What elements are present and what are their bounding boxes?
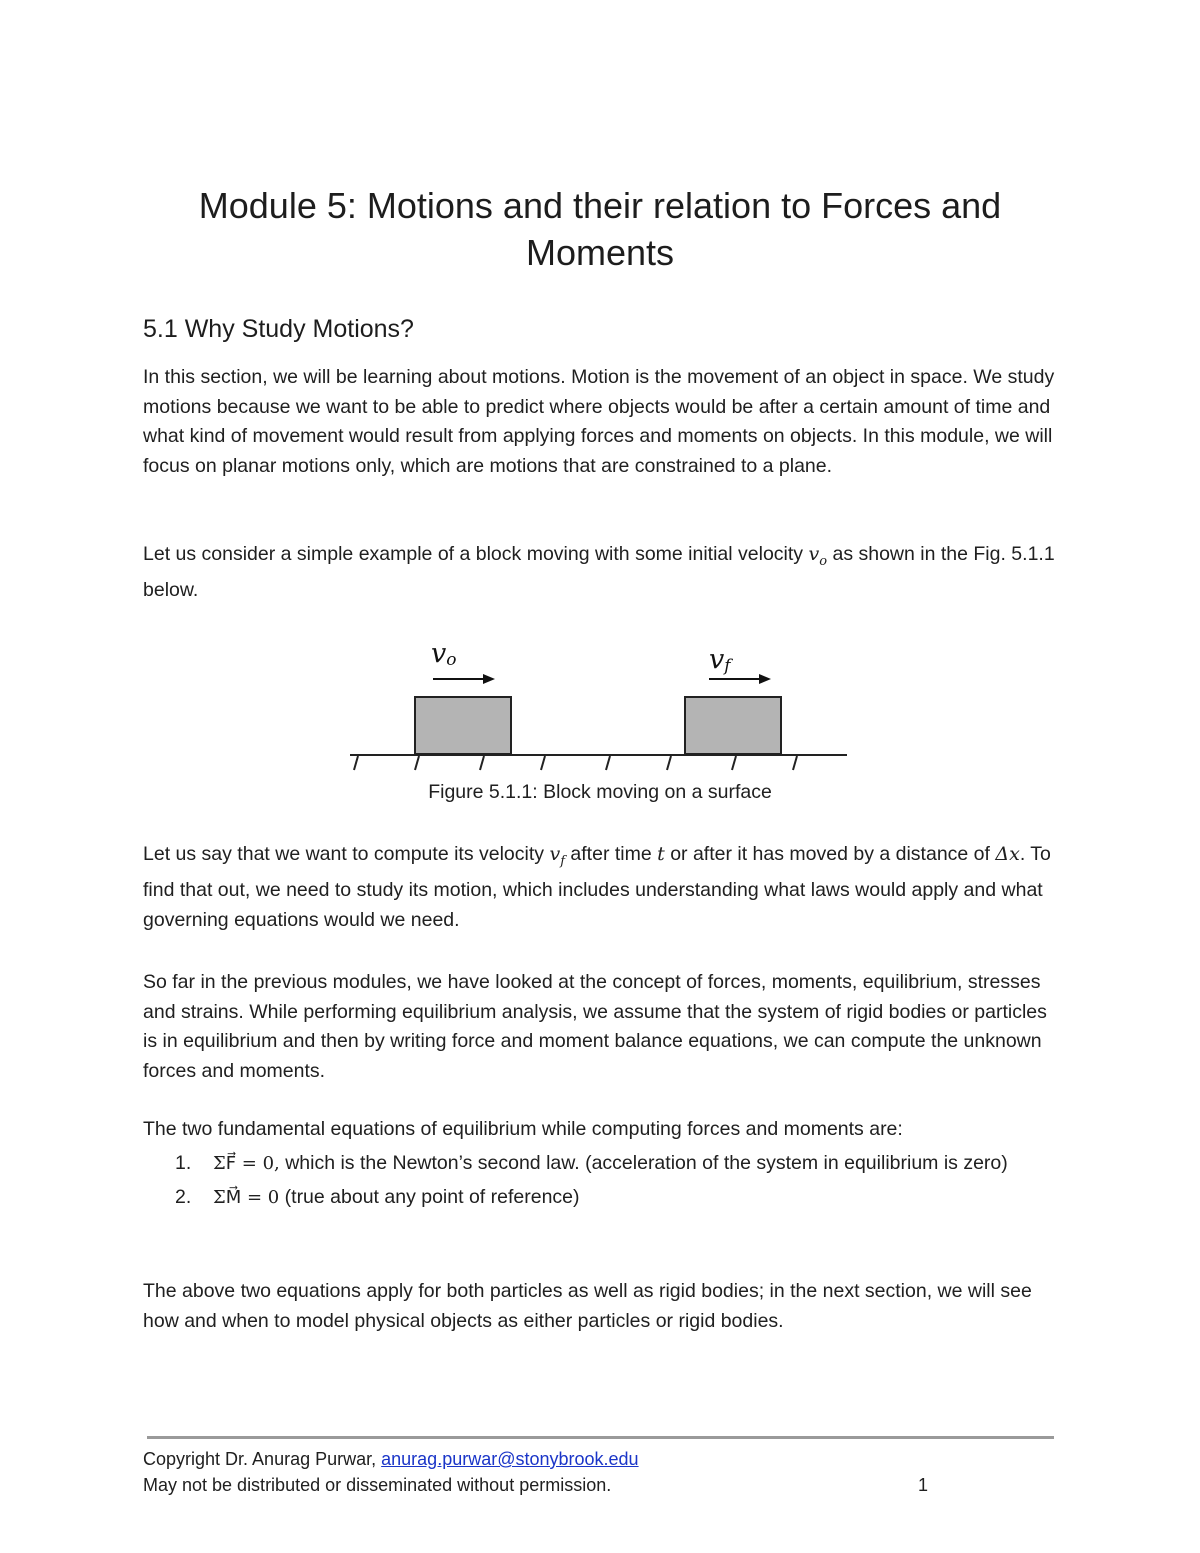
time-symbol: t [657,843,665,865]
section-heading: 5.1 Why Study Motions? [143,315,414,343]
author-email-link[interactable]: anurag.purwar@stonybrook.edu [381,1449,639,1469]
page-number: 1 [918,1475,929,1495]
title-line-1: Module 5: Motions and their relation to Forces and [198,185,1002,226]
footer-divider [147,1436,1054,1439]
figure-caption: Figure 5.1.1: Block moving on a surface [428,781,772,803]
initial-velocity-symbol: $v_o$ [808,543,828,569]
arrow-initial-head [483,674,495,684]
list-item: 1. ΣF⃗ = 0, which is the Newton’s second law. (acceleration of the system in equilibrium is zero) [175,1152,1008,1174]
previous-modules-paragraph: So far in the previous modules, we have looked at the concept of forces, moments, equilibrium, stresses and strains. While performing equilibrium analysis, we assume that the system of rigid bodies or particles is in equilibrium and then by writing force and moment balance equations, we can compute the unknown forces and moments. [143,971,1047,1082]
final-velocity-symbol: $v_f$ [549,843,565,869]
velocity-paragraph: Let us say that we want to compute its velocity $v_f$ after time t or after it has moved by a distance of Δx. To find that out, we need to study its motion, which includes understanding what laws would apply and what governing equations would we need. [143,843,1051,931]
ground-hatches [354,756,797,770]
footer-copyright: Copyright Dr. Anurag Purwar, anurag.purwar@stonybrook.edu [143,1449,639,1469]
distance-symbol: Δx [995,843,1020,865]
block-motion-figure [345,640,855,780]
equilibrium-equations-list [143,1148,1063,1213]
footer-notice: May not be distributed or disseminated without permission. [143,1475,612,1495]
intro-paragraph: In this section, we will be learning about motions. Motion is the movement of an object in space. We study motions because we want to be able to predict where objects would be after a certain amount of time and what kind of movement would result from applying forces and moments on objects. In this module, we will focus on planar motions only, which are motions that are constrained to a plane. [143,366,1055,477]
arrow-final-head [759,674,771,684]
list-item: 2. ΣM⃗ = 0 (true about any point of reference) [175,1186,580,1208]
label-v-initial: vo [431,640,457,670]
force-equation: ΣF⃗ = 0, [213,1153,280,1174]
equations-intro: The two fundamental equations of equilibrium while computing forces and moments are: [143,1118,903,1140]
title-line-2: Moments [525,232,675,273]
closing-paragraph: The above two equations apply for both particles as well as rigid bodies; in the next section, we will see how and when to model physical objects as either particles or rigid bodies. [143,1280,1032,1332]
label-v-final: vf [709,644,731,676]
block-initial [415,697,511,754]
moment-equation: ΣM⃗ = 0 [213,1187,280,1208]
example-paragraph: Let us consider a simple example of a block moving with some initial velocity $v_o$ as shown in the Fig. 5.1.1 below. [143,543,1055,602]
block-final [685,697,781,754]
page-title [0,182,1200,276]
